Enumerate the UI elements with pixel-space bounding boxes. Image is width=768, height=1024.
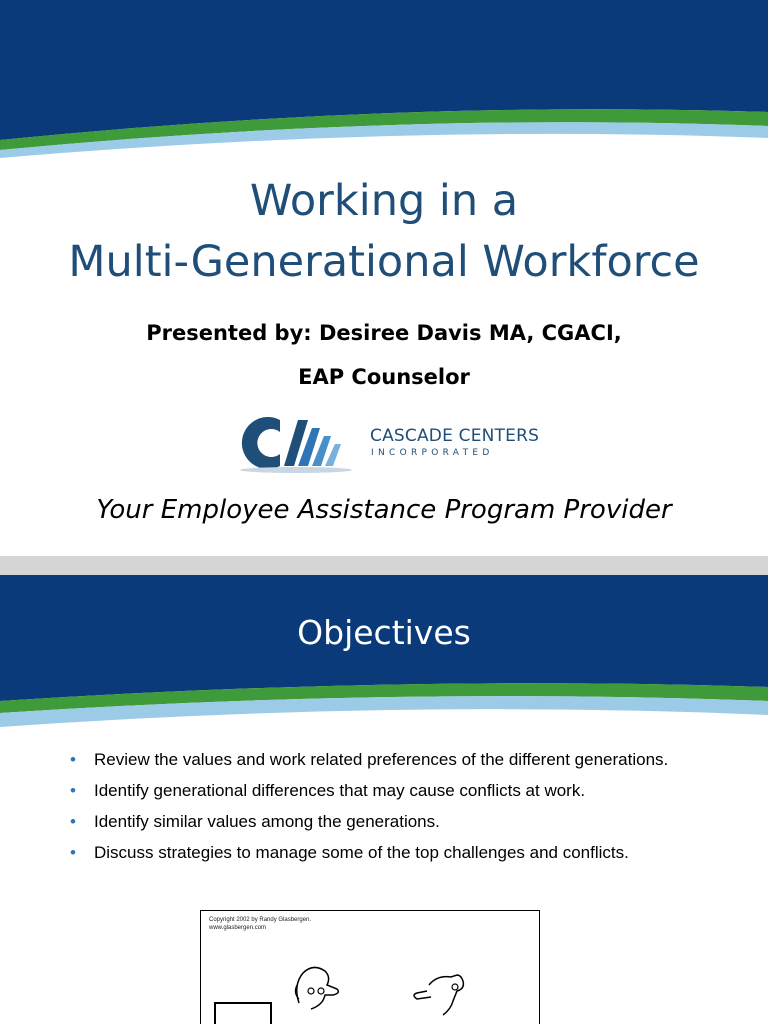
list-item-text: Discuss strategies to manage some of the top challenges and conflicts. — [94, 843, 629, 862]
slide-title-line-1: Working in a — [249, 176, 519, 226]
logo-company-subtitle: INCORPORATED — [371, 448, 494, 458]
cartoon-copyright-line-2: www.glasbergen.com — [209, 925, 267, 931]
presenter-line-1: Presented by: Desiree Davis MA, CGACI, — [146, 321, 622, 345]
objectives-list — [70, 748, 720, 872]
cartoon-image — [200, 910, 540, 1024]
slide-divider — [0, 556, 768, 575]
list-item-text: Identify similar values among the generations. — [94, 812, 440, 831]
objectives-slide — [0, 575, 768, 1024]
bullet-icon: • — [70, 843, 76, 862]
slide-title: Objectives — [297, 613, 471, 652]
cascade-logo-icon — [236, 410, 356, 474]
slide-title-line-2: Multi-Generational Workforce — [68, 237, 700, 287]
list-item — [70, 810, 720, 834]
bullet-icon: • — [70, 812, 76, 831]
cartoon-drawing-icon — [201, 911, 539, 1024]
list-item — [70, 748, 720, 772]
list-item-text: Identify generational differences that may cause conflicts at work. — [94, 781, 586, 800]
cartoon-copyright-line-1: Copyright 2002 by Randy Glasbergen. — [209, 917, 312, 923]
tagline: Your Employee Assistance Program Provider — [96, 495, 672, 525]
header-banner — [0, 0, 768, 160]
list-item — [70, 779, 720, 803]
bullet-icon: • — [70, 750, 76, 769]
bullet-icon: • — [70, 781, 76, 800]
header-banner — [0, 575, 768, 750]
list-item — [70, 841, 720, 865]
list-item-text: Review the values and work related preferences of the different generations. — [94, 750, 669, 769]
presenter-line-2: EAP Counselor — [298, 365, 470, 389]
logo-company-name: CASCADE CENTERS — [370, 426, 540, 446]
